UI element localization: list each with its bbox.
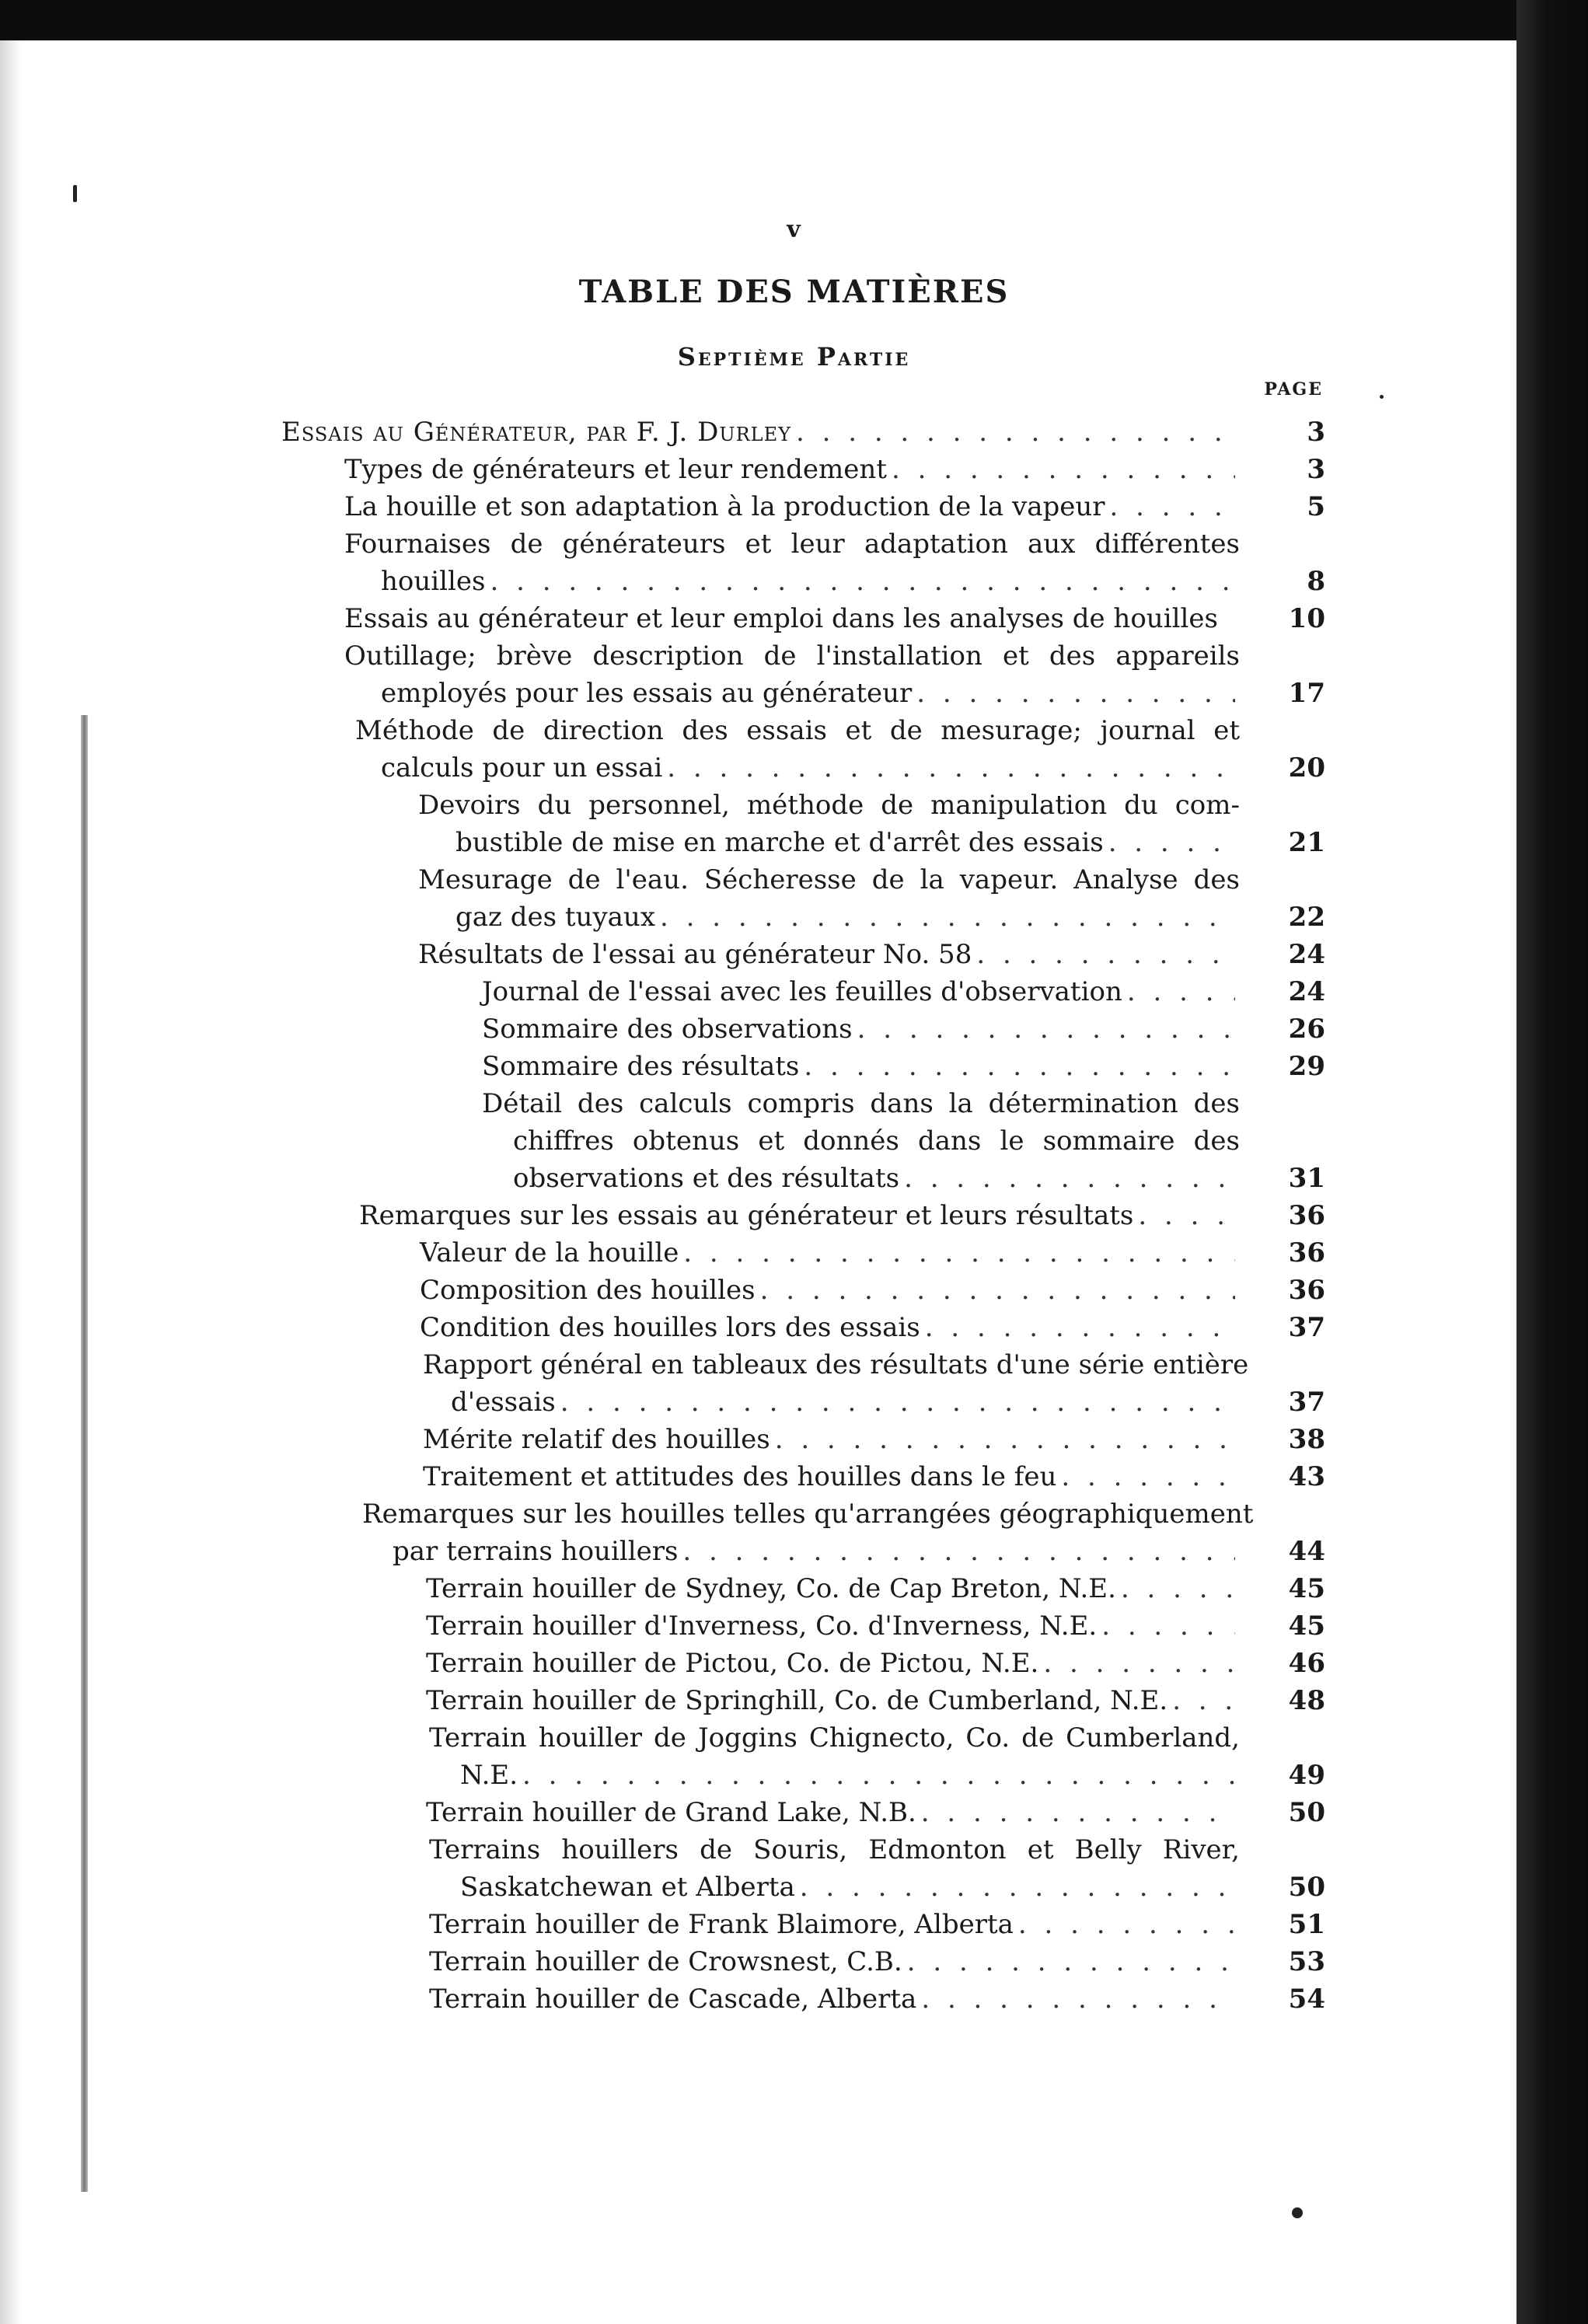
dot-leader [522, 1758, 1235, 1792]
dot-leader [660, 900, 1235, 934]
dot-leader [904, 1161, 1235, 1195]
toc-page-number: 51 [1288, 1909, 1325, 1940]
toc-page-number: 43 [1288, 1461, 1325, 1492]
toc-page-number: 24 [1288, 976, 1325, 1007]
toc-entry [420, 1236, 1240, 1270]
toc-entry-title: Saskatchewan et Alberta [460, 1872, 795, 1903]
toc-page-number: 22 [1288, 902, 1325, 933]
toc-page-number: 17 [1288, 678, 1325, 709]
toc-page-number: 37 [1288, 1387, 1325, 1418]
toc-entry-title: Essais au Générateur, par F. J. Durley [281, 417, 791, 448]
toc-page-number: 45 [1288, 1610, 1325, 1642]
toc-entry-title: Valeur de la houille [420, 1237, 679, 1268]
toc-entry-title: Terrain houiller d'Inverness, Co. d'Inverness, N.E. [426, 1610, 1098, 1642]
toc-entry-title: bustible de mise en marche et d'arrêt des essais [455, 827, 1104, 858]
toc-entry-line: Rapport général en tableaux des résultats d'une série entière [423, 1349, 1249, 1380]
toc-entry-title: houilles [381, 566, 486, 597]
toc-entry-title: Sommaire des résultats [482, 1051, 800, 1082]
dot-leader [921, 1795, 1235, 1830]
toc-entry-title: d'essais [451, 1387, 556, 1418]
toc-entry [482, 975, 1240, 1009]
toc-entry-title: employés pour les essais au générateur [381, 678, 913, 709]
dot-leader [683, 1236, 1235, 1270]
toc-page-number: 46 [1288, 1648, 1325, 1679]
toc-page-number: 31 [1288, 1163, 1325, 1194]
toc-page-number: 36 [1288, 1200, 1325, 1231]
toc-entry-title: Sommaire des observations [482, 1014, 853, 1045]
dot-leader [800, 1870, 1235, 1904]
toc-entry [423, 1460, 1240, 1494]
toc-entry-title: Composition des houilles [420, 1275, 756, 1306]
toc-page-number: 26 [1288, 1014, 1325, 1045]
dot-leader [1043, 1646, 1235, 1680]
section-subtitle: Septième Partie [677, 342, 911, 372]
toc-page-number: 29 [1288, 1051, 1325, 1082]
toc-entry-title: La houille et son adaptation à la production de la vapeur [344, 491, 1105, 522]
toc-entry [344, 452, 1240, 487]
toc-entry-title: Journal de l'essai avec les feuilles d'observation [482, 976, 1122, 1007]
toc-entry [423, 1422, 1240, 1457]
toc-entry [513, 1161, 1240, 1195]
toc-entry-title: Traitement et attitudes des houilles dans le feu [423, 1461, 1057, 1492]
toc-entry [426, 1795, 1240, 1830]
dot-leader [1018, 1907, 1235, 1942]
toc-page-number: 8 [1307, 566, 1325, 597]
dot-leader [1127, 975, 1235, 1009]
dot-leader [775, 1422, 1235, 1457]
dot-leader [1172, 1684, 1235, 1718]
toc-entry-title: Mérite relatif des houilles [423, 1424, 770, 1455]
dot-leader [907, 1945, 1235, 1979]
toc-entry-title: observations et des résultats [513, 1163, 900, 1194]
dot-leader [804, 1049, 1235, 1083]
toc-page-number: 5 [1307, 491, 1325, 522]
toc-entry-line: Devoirs du personnel, méthode de manipulation du com- [418, 790, 1240, 821]
toc-entry-line: Terrains houillers de Souris, Edmonton et Belly River, [429, 1834, 1240, 1865]
toc-entry [455, 825, 1240, 860]
toc-page-number: 50 [1288, 1872, 1325, 1903]
dot-leader [667, 751, 1235, 785]
toc-entry [426, 1646, 1240, 1680]
toc-page-number: 50 [1288, 1797, 1325, 1828]
toc-page-number: 21 [1288, 827, 1325, 858]
toc-entry [426, 1609, 1240, 1643]
dot-leader [1110, 490, 1236, 524]
dot-leader [682, 1534, 1235, 1569]
toc-entry-line: Remarques sur les houilles telles qu'arrangées géographiquement [362, 1499, 1254, 1530]
dot-leader [760, 1273, 1235, 1307]
toc-entry-line: chiffres obtenus et donnés dans le sommaire des [513, 1125, 1240, 1157]
toc-entry-title: Terrain houiller de Pictou, Co. de Pictou, N.E. [426, 1648, 1039, 1679]
toc-entry-title: N.E. [460, 1760, 518, 1791]
dot-leader [490, 564, 1235, 598]
toc-entry [482, 1012, 1240, 1046]
toc-entry-title: Essais au générateur et leur emploi dans les analyses de houilles [344, 603, 1218, 634]
toc-entry [381, 676, 1240, 710]
toc-page-number: 45 [1288, 1573, 1325, 1604]
dot-leader [796, 415, 1235, 449]
toc-page-number: 3 [1307, 454, 1325, 485]
toc-page-number: 24 [1288, 939, 1325, 970]
dot-leader [560, 1385, 1235, 1419]
dot-leader [1108, 825, 1235, 860]
toc-entry-title: Condition des houilles lors des essais [420, 1312, 920, 1343]
toc-entry [429, 1982, 1240, 2016]
toc-entry-title: Terrain houiller de Cascade, Alberta [429, 1984, 917, 2015]
page-number: v [787, 216, 801, 243]
dot-leader [892, 452, 1235, 487]
toc-page-number: 54 [1288, 1984, 1325, 2015]
page-title: TABLE DES MATIÈRES [578, 274, 1010, 310]
dot-leader [925, 1310, 1235, 1345]
dot-leader [1121, 1572, 1235, 1606]
toc-entry-title: par terrains houillers [393, 1536, 679, 1567]
toc-entry [460, 1758, 1240, 1792]
toc-entry [455, 900, 1240, 934]
dot-leader [916, 676, 1235, 710]
toc-entry-line: Outillage; brève description de l'installation et des appareils [344, 640, 1240, 672]
toc-entry-title: gaz des tuyaux [455, 902, 656, 933]
toc-entry-title: Terrain houiller de Crowsnest, C.B. [429, 1946, 902, 1977]
toc-entry-line: Fournaises de générateurs et leur adaptation aux différentes [344, 529, 1240, 560]
toc-page-number: 37 [1288, 1312, 1325, 1343]
toc-page-number: 44 [1288, 1536, 1325, 1567]
toc-page-number: 3 [1307, 417, 1325, 448]
toc-entry [418, 937, 1240, 972]
toc-entry [393, 1534, 1240, 1569]
toc-entry [344, 602, 1240, 636]
toc-entry-title: Résultats de l'essai au générateur No. 58 [418, 939, 972, 970]
toc-entry-line: Terrain houiller de Joggins Chignecto, Co. de Cumberland, [429, 1722, 1240, 1753]
toc-entry [381, 564, 1240, 598]
toc-entry [344, 490, 1240, 524]
toc-entry [281, 415, 1240, 449]
toc-page-number: 49 [1288, 1760, 1325, 1791]
toc-entry-title: Remarques sur les essais au générateur et leurs résultats [359, 1200, 1134, 1231]
toc-entry [420, 1310, 1240, 1345]
dot-leader [1061, 1460, 1235, 1494]
page-column-heading: PAGE [1264, 379, 1323, 400]
toc-page-number: 20 [1288, 752, 1325, 783]
toc-entry-title: calculs pour un essai [381, 752, 663, 783]
toc-entry [451, 1385, 1240, 1419]
dot-leader [921, 1982, 1235, 2016]
toc-entry [420, 1273, 1240, 1307]
dot-leader [1138, 1199, 1235, 1233]
toc-entry [426, 1684, 1240, 1718]
toc-page-number: 36 [1288, 1237, 1325, 1268]
toc-entry [359, 1199, 1240, 1233]
toc-entry [429, 1945, 1240, 1979]
toc-entry [381, 751, 1240, 785]
toc-entry-title: Terrain houiller de Frank Blaimore, Alberta [429, 1909, 1014, 1940]
toc-entry [426, 1572, 1240, 1606]
toc-page-number: 36 [1288, 1275, 1325, 1306]
toc-entry-title: Terrain houiller de Sydney, Co. de Cap Breton, N.E. [426, 1573, 1116, 1604]
toc-page-number: 48 [1288, 1685, 1325, 1716]
toc-entry-line: Méthode de direction des essais et de mesurage; journal et [355, 715, 1240, 746]
toc-page-number: 10 [1288, 603, 1325, 634]
toc-entry [429, 1907, 1240, 1942]
toc-entry [482, 1049, 1240, 1083]
toc-entry-line: Détail des calculs compris dans la détermination des [482, 1088, 1240, 1119]
toc-entry-line: Mesurage de l'eau. Sécheresse de la vapeur. Analyse des [418, 864, 1240, 895]
toc-entry-title: Terrain houiller de Grand Lake, N.B. [426, 1797, 916, 1828]
toc-entry [460, 1870, 1240, 1904]
dot-leader [976, 937, 1235, 972]
toc-entry-title: Types de générateurs et leur rendement [344, 454, 887, 485]
toc-entry-title: Terrain houiller de Springhill, Co. de Cumberland, N.E. [426, 1685, 1168, 1716]
dot-leader [857, 1012, 1235, 1046]
dot-leader [1101, 1609, 1235, 1643]
toc-page-number: 38 [1288, 1424, 1325, 1455]
toc-page-number: 53 [1288, 1946, 1325, 1977]
